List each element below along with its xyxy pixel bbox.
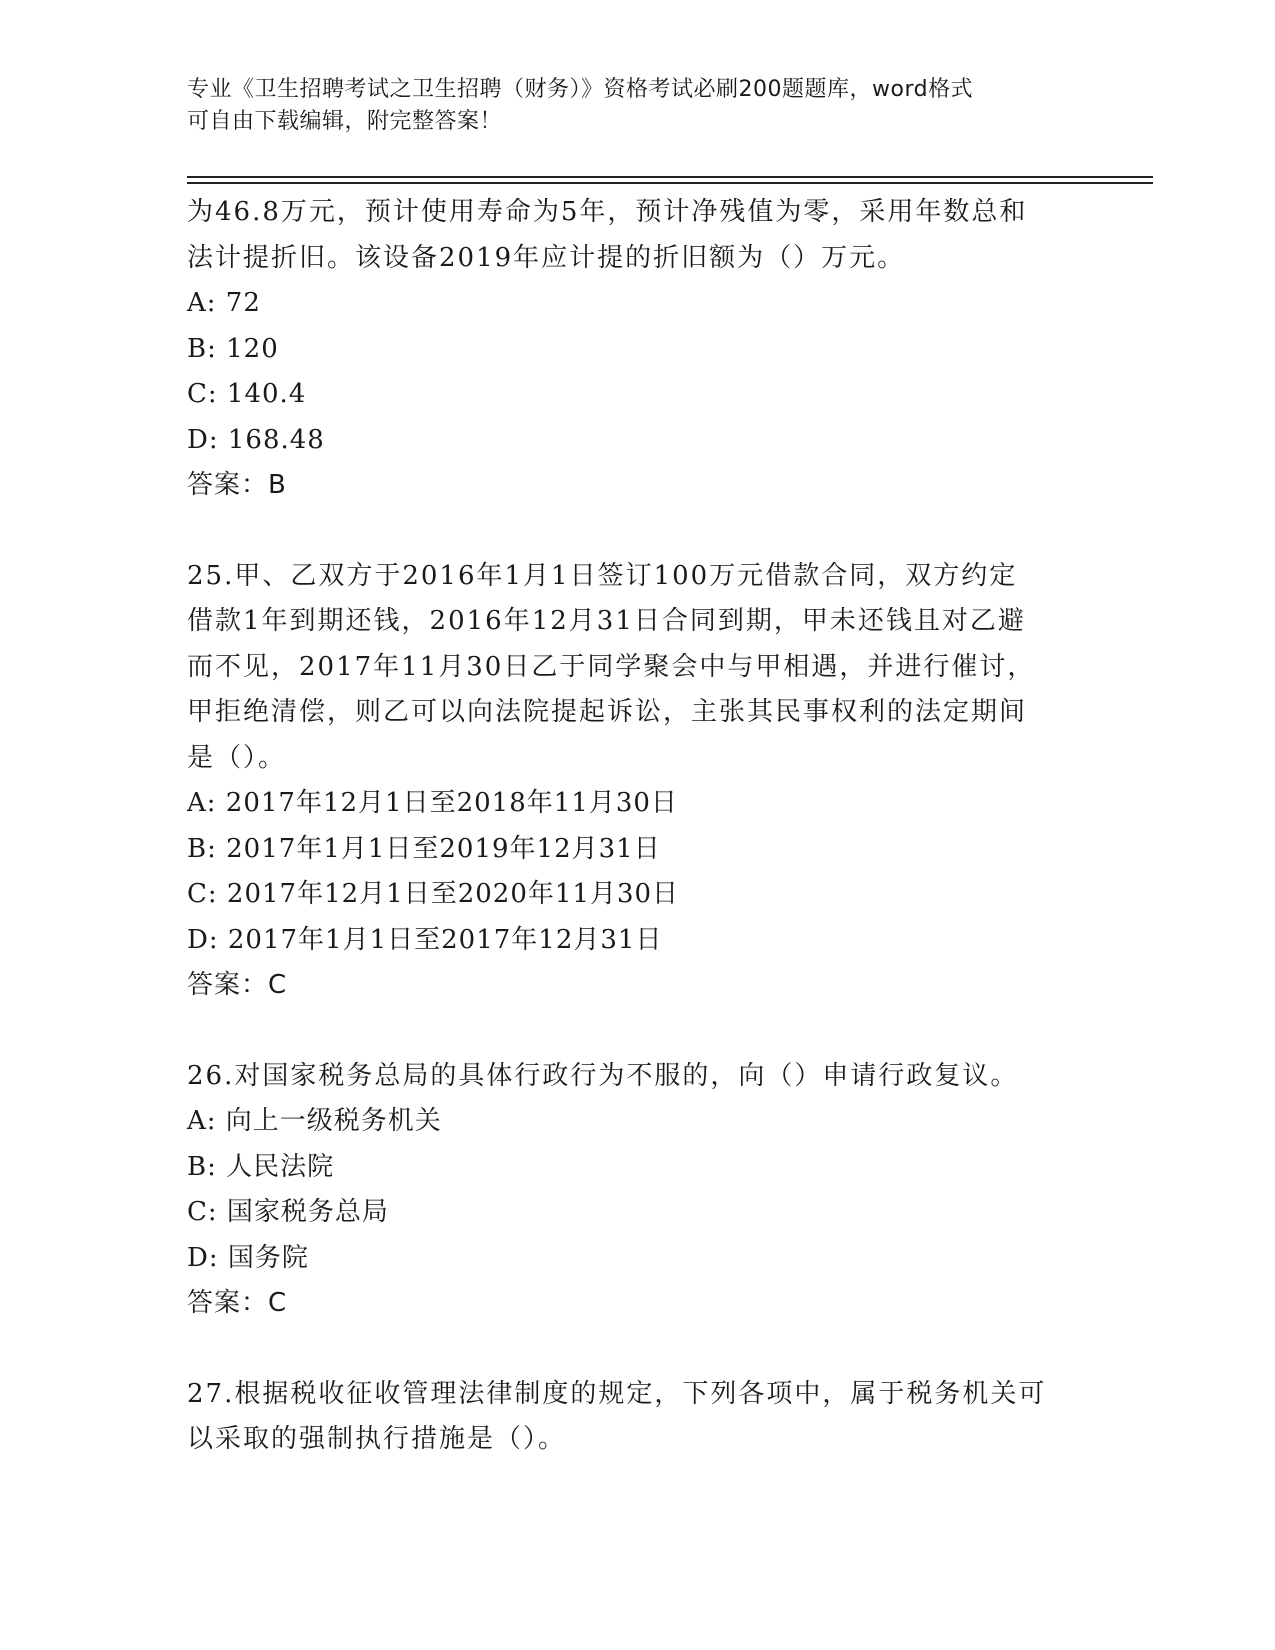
question-text-line: 法计提折旧。该设备2019年应计提的折旧额为（）万元。 xyxy=(187,242,906,273)
option-b: B: 人民法院 xyxy=(187,1151,335,1182)
option-c: C: 140.4 xyxy=(187,379,307,409)
question-block xyxy=(187,1372,1087,1463)
question-text-line: 26.对国家税务总局的具体行政行为不服的，向（）申请行政复议。 xyxy=(187,1060,1019,1091)
option-d: D: 2017年1月1日至2017年12月31日 xyxy=(187,924,663,955)
answer-line: 答案：C xyxy=(187,1288,288,1318)
header-divider xyxy=(187,182,1153,184)
header-line: 专业《卫生招聘考试之卫生招聘（财务）》资格考试必刷200题题库，word格式 xyxy=(187,77,974,102)
page-header xyxy=(187,74,1087,138)
option-a: A: 72 xyxy=(187,288,261,318)
header-line: 可自由下载编辑，附完整答案！ xyxy=(187,109,503,134)
question-block xyxy=(187,1054,1087,1327)
question-block xyxy=(187,190,1087,509)
question-text-line: 为46.8万元，预计使用寿命为5年，预计净残值为零，采用年数总和 xyxy=(187,197,1028,227)
question-text-line: 甲拒绝清偿，则乙可以向法院提起诉讼，主张其民事权利的法定期间 xyxy=(187,697,1028,727)
question-text-line: 而不见，2017年11月30日乙于同学聚会中与甲相遇，并进行催讨， xyxy=(187,651,1036,682)
answer-line: 答案：B xyxy=(187,470,287,500)
header-divider xyxy=(187,176,1153,178)
question-list xyxy=(187,190,1087,1463)
question-text-line: 以采取的强制执行措施是（）。 xyxy=(187,1424,567,1454)
option-d: D: 国务院 xyxy=(187,1242,309,1273)
option-b: B: 120 xyxy=(187,333,279,364)
question-text-line: 是（）。 xyxy=(187,742,287,773)
option-c: C: 国家税务总局 xyxy=(187,1197,389,1227)
question-text-line: 25.甲、乙双方于2016年1月1日签订100万元借款合同，双方约定 xyxy=(187,560,1018,591)
question-block xyxy=(187,554,1087,1009)
option-a: A: 向上一级税务机关 xyxy=(187,1106,442,1136)
option-a: A: 2017年12月1日至2018年11月30日 xyxy=(187,788,678,818)
answer-line: 答案：C xyxy=(187,970,288,1000)
option-d: D: 168.48 xyxy=(187,424,325,455)
option-b: B: 2017年1月1日至2019年12月31日 xyxy=(187,833,661,864)
option-c: C: 2017年12月1日至2020年11月30日 xyxy=(187,879,680,909)
question-text-line: 27.根据税收征收管理法律制度的规定，下列各项中，属于税务机关可 xyxy=(187,1378,1047,1409)
question-text-line: 借款1年到期还钱，2016年12月31日合同到期，甲未还钱且对乙避 xyxy=(187,606,1026,636)
